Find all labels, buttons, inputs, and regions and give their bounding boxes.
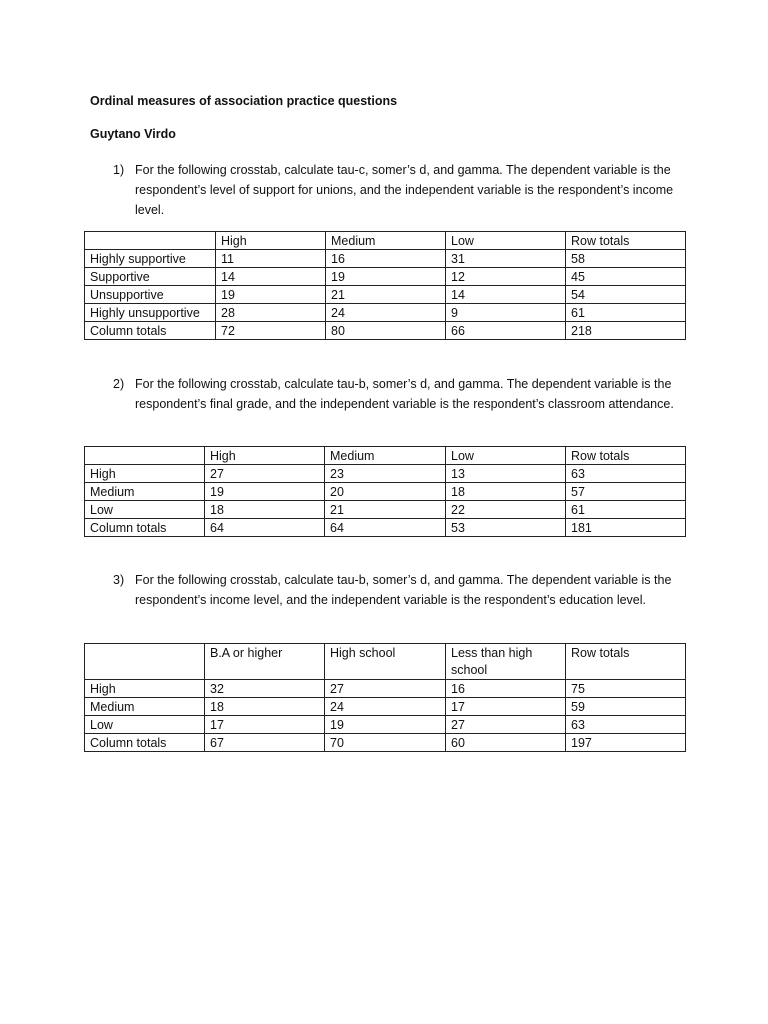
header-cell: High [205,447,325,465]
table-cell: 24 [326,304,446,322]
question-number: 3) [113,573,125,587]
table-cell: 27 [446,716,566,734]
table-cell: 58 [566,250,686,268]
table-cell: 12 [446,268,566,286]
table-cell: 14 [446,286,566,304]
header-cell: High school [325,644,446,680]
table-cell: 70 [325,734,446,752]
row-label: High [85,465,205,483]
document-author: Guytano Virdo [90,127,176,141]
table-row [85,465,686,483]
header-cell: Row totals [566,644,686,680]
row-label: Column totals [85,519,205,537]
table-cell: 72 [216,322,326,340]
table-row [85,519,686,537]
row-label: Supportive [85,268,216,286]
table-cell: 32 [205,680,325,698]
table-header-row [85,232,686,250]
table-cell: 60 [446,734,566,752]
table-header-row [85,644,686,680]
header-cell: Medium [326,232,446,250]
row-label: Column totals [85,734,205,752]
table-cell: 75 [566,680,686,698]
table-row [85,501,686,519]
table-header-row [85,447,686,465]
crosstab-table-1 [84,231,686,340]
table-cell: 181 [566,519,686,537]
question-1 [90,160,690,220]
table-cell: 9 [446,304,566,322]
row-label: Highly supportive [85,250,216,268]
table-cell: 53 [446,519,566,537]
table-row [85,716,686,734]
table-cell: 66 [446,322,566,340]
table-cell: 11 [216,250,326,268]
table-cell: 13 [446,465,566,483]
table-cell: 19 [325,716,446,734]
table-cell: 19 [205,483,325,501]
header-cell: B.A or higher [205,644,325,680]
header-cell: Less than high school [446,644,566,680]
question-number: 1) [113,163,125,177]
row-label: Column totals [85,322,216,340]
table-row [85,304,686,322]
table-cell: 27 [325,680,446,698]
table-cell: 28 [216,304,326,322]
question-text: For the following crosstab, calculate tau-c, somer’s d, and gamma. The dependent variable is the respondent’s level of support for unions, and the independent variable is the respondent’s income level. [135,163,674,217]
table-cell: 23 [325,465,446,483]
table-cell: 16 [446,680,566,698]
header-cell: Row totals [566,232,686,250]
table-cell: 18 [205,698,325,716]
table-row [85,250,686,268]
question-text: For the following crosstab, calculate tau-b, somer’s d, and gamma. The dependent variable is the respondent’s income level, and the independent variable is the respondent’s education level. [135,573,672,607]
table-cell: 64 [325,519,446,537]
header-cell: Medium [325,447,446,465]
row-label: Highly unsupportive [85,304,216,322]
table-cell: 17 [446,698,566,716]
table-cell: 21 [325,501,446,519]
table-cell: 57 [566,483,686,501]
row-label: Low [85,501,205,519]
table-cell: 18 [205,501,325,519]
table-cell: 31 [446,250,566,268]
table-cell: 67 [205,734,325,752]
table-cell: 22 [446,501,566,519]
table-row [85,286,686,304]
table-cell: 218 [566,322,686,340]
row-label: Medium [85,698,205,716]
table-cell: 80 [326,322,446,340]
header-cell: Row totals [566,447,686,465]
header-cell: High [216,232,326,250]
table-cell: 17 [205,716,325,734]
document-title: Ordinal measures of association practice questions [90,94,398,108]
header-cell: Low [446,232,566,250]
header-cell [85,232,216,250]
table-row [85,483,686,501]
crosstab-table-3 [84,643,686,752]
table-cell: 27 [205,465,325,483]
crosstab-table-2 [84,446,686,537]
question-2 [90,374,690,414]
table-cell: 18 [446,483,566,501]
table-cell: 14 [216,268,326,286]
question-text: For the following crosstab, calculate tau-b, somer’s d, and gamma. The dependent variable is the respondent’s final grade, and the independent variable is the respondent’s classroom attendance. [135,377,674,411]
table-cell: 54 [566,286,686,304]
header-cell: Low [446,447,566,465]
table-cell: 20 [325,483,446,501]
row-label: Low [85,716,205,734]
table-row [85,322,686,340]
table-cell: 21 [326,286,446,304]
table-cell: 63 [566,716,686,734]
row-label: High [85,680,205,698]
table-cell: 16 [326,250,446,268]
table-cell: 19 [216,286,326,304]
header-cell [85,644,205,680]
table-cell: 61 [566,304,686,322]
table-cell: 59 [566,698,686,716]
table-cell: 45 [566,268,686,286]
table-cell: 63 [566,465,686,483]
table-row [85,268,686,286]
table-cell: 61 [566,501,686,519]
table-cell: 64 [205,519,325,537]
table-cell: 197 [566,734,686,752]
table-row [85,680,686,698]
row-label: Medium [85,483,205,501]
row-label: Unsupportive [85,286,216,304]
header-cell [85,447,205,465]
question-3 [90,570,690,610]
table-row [85,734,686,752]
question-number: 2) [113,377,125,391]
table-row [85,698,686,716]
table-cell: 24 [325,698,446,716]
table-cell: 19 [326,268,446,286]
